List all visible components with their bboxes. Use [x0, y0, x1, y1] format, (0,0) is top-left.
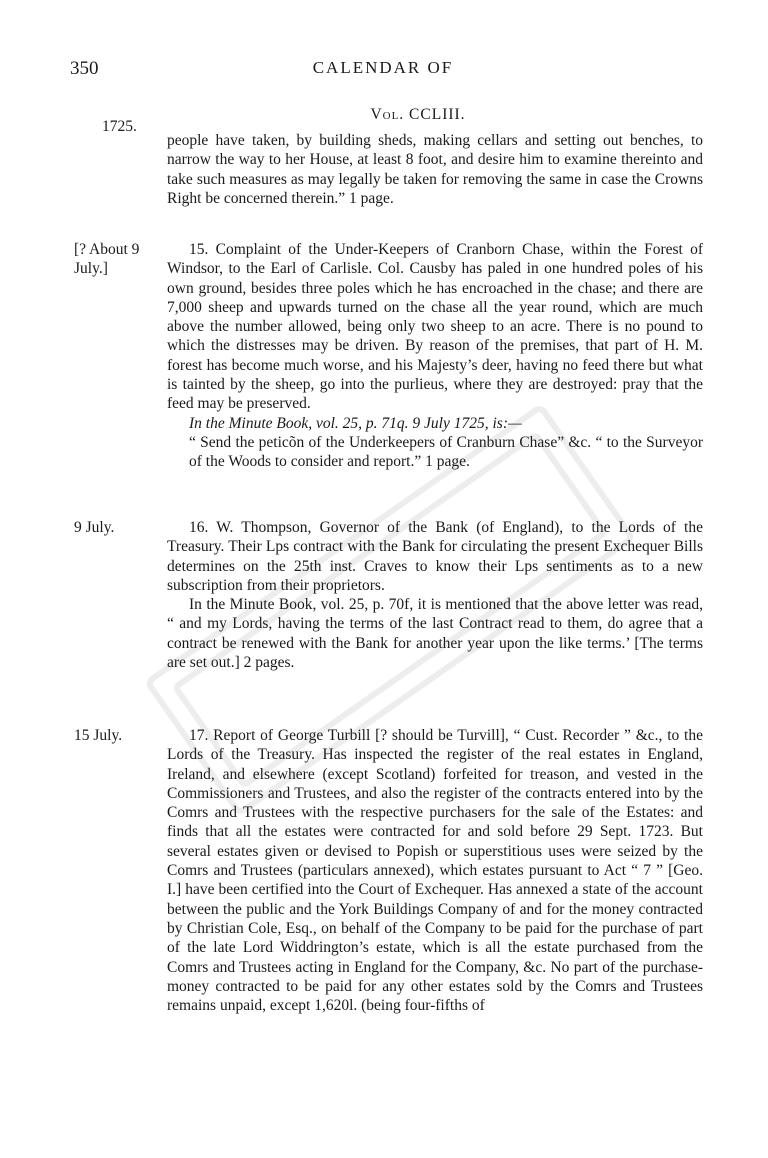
- volume-row: [62, 106, 704, 135]
- entry-date: 15 July.: [74, 727, 123, 744]
- page-number: 350: [70, 58, 99, 79]
- entry-paragraph: people have taken, by building sheds, making cellars and setting out benches, to narrow the way to her House, at least 8 foot, and desire him to examine thereinto and take such measures as may legally be taken for removing the same in case the Crowns Right be concerned therein.” 1 page.: [167, 132, 703, 207]
- page-header: [62, 58, 704, 82]
- entry-date: [? About 9 July.]: [74, 241, 140, 277]
- minute-book-note: In the Minute Book, vol. 25, p. 70f, it is mentioned that the above letter was read, “ and my Lords, having the terms of the last Contract read to them, do agree that a contract be renewed with the Bank for another year upon the like terms.’ [The terms are set out.] 2 pages.: [167, 596, 703, 672]
- entry-17: [62, 726, 704, 1015]
- entry-15: [62, 240, 704, 472]
- running-head: CALENDAR OF: [312, 58, 454, 77]
- entry-paragraph: 15. Complaint of the Under-Keepers of Cranborn Chase, within the Forest of Windsor, to the Earl of Carlisle. Col. Causby has paled in one hundred poles of his own ground, besides three poles which he has encroached in the chase; and there are 7,000 sheep and upwards turned on the chase all the year round, which are much above the number allowed, being only two sheep to an acre. There is no pound to which the distresses may be driven. By reason of the premises, that part of H. M. forest has become much worse, and his Majesty’s deer, having no feed there but what is tainted by the sheep, go into the purlieus, where they are destroyed: pray that the feed may be preserved.: [167, 241, 703, 413]
- entry-body: [167, 240, 703, 472]
- entry-16: [62, 518, 704, 672]
- entry-body: [167, 131, 703, 208]
- entry-body: [167, 726, 703, 1015]
- minute-book-quote: “ Send the peticõn of the Underkeepers of Cranburn Chase” &c. “ to the Surveyor of the Woods to consider and report.” 1 page.: [189, 433, 703, 471]
- entry-body: [167, 518, 703, 672]
- entry-paragraph: 16. W. Thompson, Governor of the Bank (of England), to the Lords of the Treasury. Their Lps contract with the Bank for circulating the present Exchequer Bills determines on the 25th inst. Craves to know their Lps sentiments as to a new subscription from their proprietors.: [167, 519, 703, 594]
- entry-date: 9 July.: [74, 519, 115, 536]
- minute-book-note: In the Minute Book, vol. 25, p. 71q. 9 July 1725, is:—: [189, 414, 522, 432]
- entry-continuation: [62, 131, 704, 208]
- volume-label: Vol. CCLIII.: [370, 106, 466, 123]
- year-label: 1725.: [102, 118, 137, 135]
- entry-paragraph: 17. Report of George Turbill [? should be Turvill], “ Cust. Recorder ” &c., to the Lords of the Treasury. Has inspected the register of the real estates in England, Ireland, and elsewhere (except Scotland) forfeited for treason, and vested in the Commissioners and Trustees, and also the register of the contracts entered into by the Comrs and Trustees with the respective purchasers for the sale of the Estates: and finds that all the estates were contracted for and sold before 29 Sept. 1723. But several estates given or devised to Popish or superstitious uses were seized by the Comrs and Trustees (particulars annexed), which estates pursuant to Act “ 7 ” [Geo. I.] have been certified into the Court of Exchequer. Has annexed a state of the account between the public and the York Buildings Company of and for the money contracted by Christian Cole, Esq., on behalf of the Company to be paid for the purchase of part of the late Lord Widdrington’s estate, which is all the estate purchased from the Comrs and Trustees acting in England for the Company, &c. No part of the purchase-money contracted to be paid for any other estates sold by the Comrs and Trustees remains unpaid, except 1,620l. (being four-fifths of: [167, 727, 703, 1015]
